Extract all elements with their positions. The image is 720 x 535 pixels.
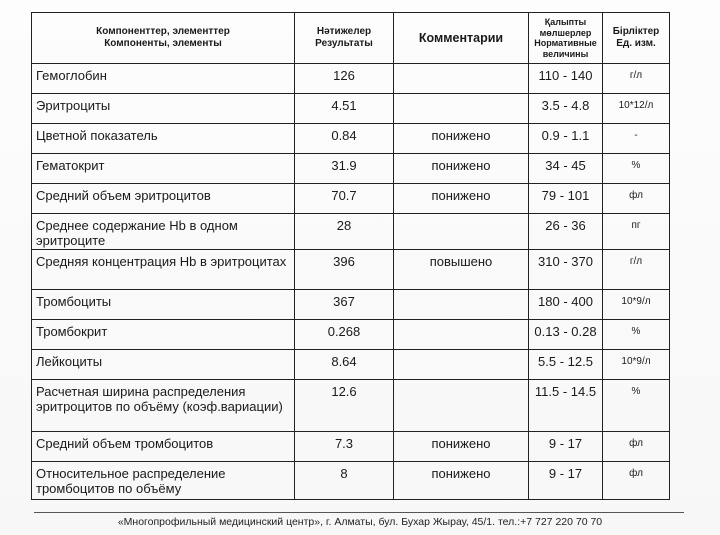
unit-label-cell [603,94,670,124]
header-name: Компоненттер, элементтер Компоненты, элементы [32,13,295,64]
table-row [32,250,670,290]
result-value: 396 [333,254,355,269]
result-comment [394,214,528,218]
norm-range-cell [529,380,603,432]
result-value: 31.9 [331,158,357,173]
unit-label: % [631,386,641,397]
result-value-cell [295,184,394,214]
component-name-cell [32,432,295,462]
header-norm: Қалыпты мөлшерлер Нормативные величины [529,13,603,64]
component-name: Средняя концентрация Hb в эритроцитах [36,254,287,269]
result-comment-cell [394,350,529,380]
result-value-cell [295,432,394,462]
norm-range: 79 - 101 [541,188,590,203]
result-value-cell [295,64,394,94]
norm-range: 3.5 - 4.8 [541,98,590,113]
result-comment [394,94,528,98]
norm-range-cell [529,320,603,350]
norm-range-cell [529,462,603,500]
result-value: 4.51 [331,98,357,113]
unit-label: фл [629,438,643,449]
component-name: Гематокрит [36,158,105,173]
norm-range-cell [529,250,603,290]
result-value: 12.6 [331,384,357,399]
result-value-cell [295,462,394,500]
component-name: Цветной показатель [36,128,158,143]
result-comment-cell [394,154,529,184]
unit-label-cell [603,380,670,432]
table-row [32,124,670,154]
table-row [32,184,670,214]
table-row [32,432,670,462]
unit-label: 10*12/л [618,100,654,111]
component-name-cell [32,290,295,320]
norm-range-cell [529,94,603,124]
component-name-cell [32,64,295,94]
table-row [32,214,670,250]
norm-range: 5.5 - 12.5 [538,354,593,369]
unit-label: - [634,130,638,141]
result-value: 0.268 [327,324,361,339]
component-name: Расчетная ширина распределения эритроцитов по объёму (коэф.вариации) [36,384,283,414]
result-comment [394,350,528,354]
result-value: 126 [333,68,355,83]
component-name-cell [32,124,295,154]
result-comment-cell [394,94,529,124]
table-row [32,290,670,320]
unit-label-cell [603,184,670,214]
result-value: 28 [336,218,352,233]
component-name: Тромбоциты [36,294,112,309]
result-value-cell [295,94,394,124]
result-comment-cell [394,320,529,350]
norm-range-cell [529,124,603,154]
unit-label: % [631,326,641,337]
table-row [32,462,670,500]
header-unit: Бірліктер Ед. изм. [603,13,670,64]
component-name-cell [32,184,295,214]
result-comment-cell [394,380,529,432]
component-name-cell [32,462,295,500]
unit-label-cell [603,290,670,320]
result-value: 8 [340,466,348,481]
result-value: 70.7 [331,188,357,203]
result-value: 367 [333,294,355,309]
norm-range-cell [529,154,603,184]
unit-label: 10*9/л [621,356,651,367]
result-value-cell [295,154,394,184]
component-name: Средний объем эритроцитов [36,188,211,203]
norm-range-cell [529,432,603,462]
component-name: Среднее содержание Hb в одном эритроците [36,218,238,248]
component-name-cell [32,94,295,124]
result-comment: понижено [431,436,491,451]
unit-label-cell [603,154,670,184]
footer-address: «Многопрофильный медицинский центр», г. Алматы, бул. Бухар Жырау, 45/1. тел.:+7 727 220 70 70 [117,516,603,528]
result-value-cell [295,320,394,350]
component-name-cell [32,154,295,184]
unit-label: пг [631,220,641,231]
result-value: 8.64 [331,354,357,369]
component-name: Эритроциты [36,98,111,113]
norm-range: 26 - 36 [545,218,586,233]
component-name: Относительное распределение тромбоцитов по объёму [36,466,226,496]
result-value: 7.3 [334,436,354,451]
norm-range: 110 - 140 [538,68,593,83]
norm-range: 11.5 - 14.5 [534,384,597,399]
result-value-cell [295,350,394,380]
component-name: Гемоглобин [36,68,107,83]
table-row [32,154,670,184]
unit-label-cell [603,432,670,462]
result-value-cell [295,380,394,432]
table-row [32,94,670,124]
result-comment [394,64,528,68]
unit-label: г/л [629,70,643,81]
unit-label: 10*9/л [621,296,651,307]
unit-label-cell [603,462,670,500]
unit-label-cell [603,214,670,250]
result-value-cell [295,250,394,290]
header-comment: Комментарии [394,13,529,64]
component-name-cell [32,380,295,432]
header-result: Нәтижелер Результаты [295,13,394,64]
component-name-cell [32,250,295,290]
norm-range: 9 - 17 [548,466,583,481]
component-name: Средний объем тромбоцитов [36,436,214,451]
result-comment-cell [394,214,529,250]
result-comment: понижено [431,158,491,173]
result-comment [394,380,528,384]
result-comment-cell [394,124,529,154]
unit-label: % [631,160,641,171]
result-value: 0.84 [331,128,357,143]
result-comment-cell [394,64,529,94]
result-comment: повышено [429,254,493,269]
result-comment [394,290,528,294]
unit-label: г/л [629,256,643,267]
unit-label-cell [603,320,670,350]
component-name: Лейкоциты [36,354,103,369]
table-row [32,350,670,380]
result-comment-cell [394,462,529,500]
component-name-cell [32,214,295,250]
table-row [32,320,670,350]
result-comment: понижено [431,128,491,143]
unit-label-cell [603,350,670,380]
norm-range: 0.9 - 1.1 [541,128,590,143]
component-name: Тромбокрит [36,324,108,339]
norm-range: 34 - 45 [545,158,586,173]
norm-range-cell [529,214,603,250]
norm-range-cell [529,350,603,380]
norm-range: 9 - 17 [548,436,583,451]
norm-range-cell [529,290,603,320]
unit-label-cell [603,250,670,290]
header-row [32,13,670,64]
result-value-cell [295,290,394,320]
result-comment: понижено [431,188,491,203]
result-value-cell [295,214,394,250]
norm-range: 180 - 400 [538,294,593,309]
result-comment-cell [394,184,529,214]
norm-range: 310 - 370 [538,254,593,269]
result-comment-cell [394,432,529,462]
result-comment [394,320,528,324]
unit-label: фл [629,468,643,479]
result-value-cell [295,124,394,154]
norm-range-cell [529,184,603,214]
component-name-cell [32,350,295,380]
results-table [31,12,670,500]
footer-divider [34,512,684,513]
unit-label-cell [603,124,670,154]
unit-label-cell [603,64,670,94]
table-row [32,64,670,94]
result-comment-cell [394,290,529,320]
result-comment: понижено [431,466,491,481]
unit-label: фл [629,190,643,201]
norm-range: 0.13 - 0.28 [534,324,597,339]
norm-range-cell [529,64,603,94]
component-name-cell [32,320,295,350]
table-row [32,380,670,432]
result-comment-cell [394,250,529,290]
